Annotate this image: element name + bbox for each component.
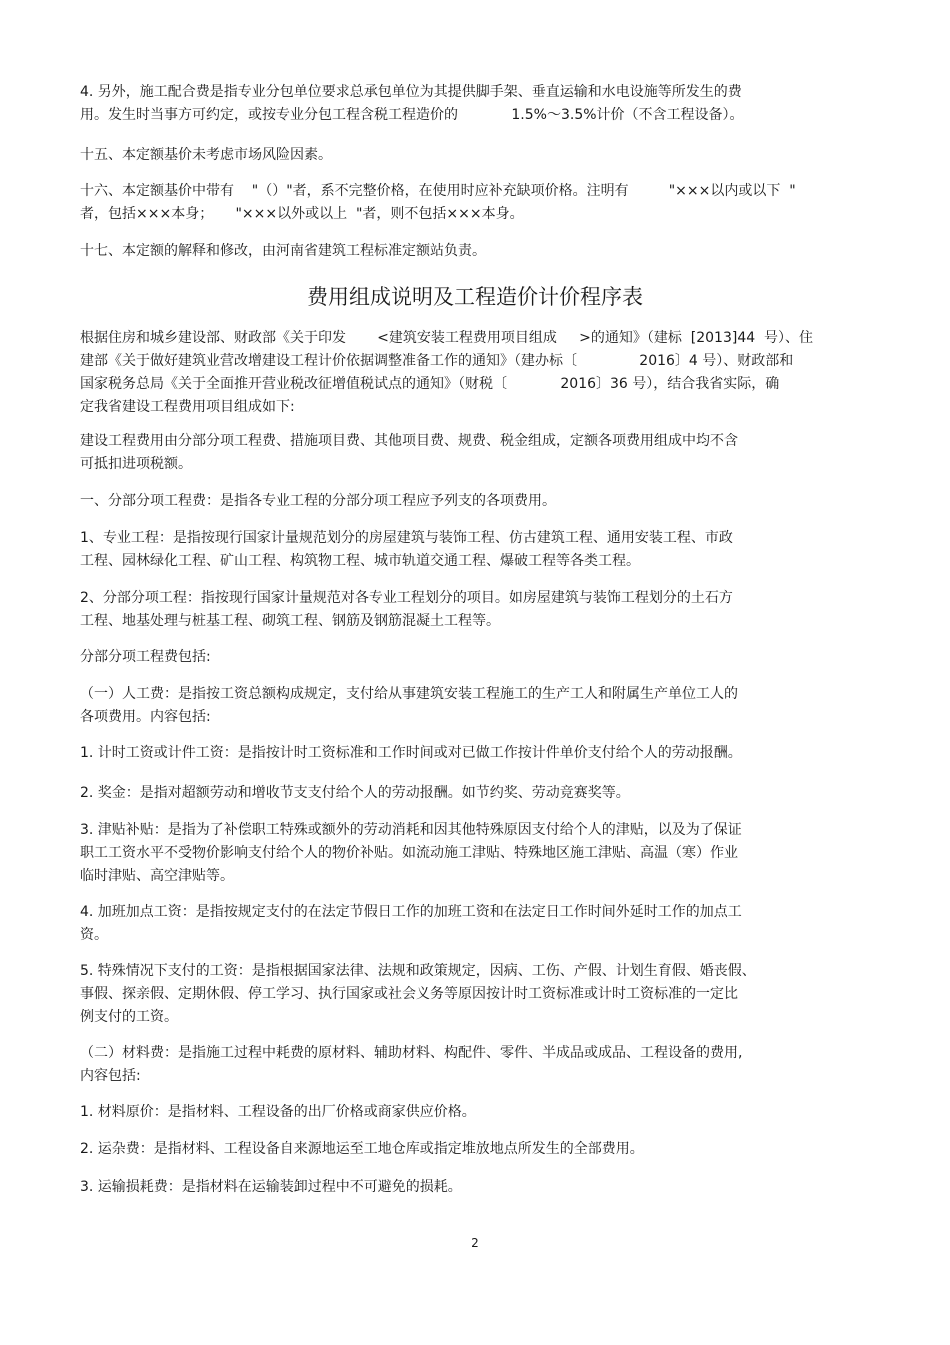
paragraph-material-price: 1. 材料原价：是指材料、工程设备的出厂价格或商家供应价格。 bbox=[80, 1104, 476, 1120]
paragraph-professional-engineering: 1、专业工程：是指按现行国家计量规范划分的房屋建筑与装饰工程、仿古建筑工程、通用安装工程、市政 工程、园林绿化工程、矿山工程、构筑物工程、城市轨道交通工程、爆破工程等各类工程。 bbox=[80, 530, 733, 569]
paragraph-item-17: 十七、本定额的解释和修改，由河南省建筑工程标准定额站负责。 bbox=[80, 243, 486, 259]
paragraph-bonus: 2. 奖金：是指对超额劳动和增收节支支付给个人的劳动报酬。如节约奖、劳动竞赛奖等。 bbox=[80, 785, 630, 801]
page-number: 2 bbox=[471, 1236, 479, 1250]
paragraph-special-wage: 5. 特殊情况下支付的工资：是指根据国家法律、法规和政策规定，因病、工伤、产假、计划生育假、婚丧假、 事假、探亲假、定期休假、停工学习、执行国家或社会义务等原因按计时工资标准或计时工资标准的一定比 例支付的工资。 bbox=[80, 963, 756, 1025]
paragraph-labor-cost: （一）人工费：是指按工资总额构成规定，支付给从事建筑安装工程施工的生产工人和附属生产单位工人的 各项费用。内容包括: bbox=[80, 686, 738, 725]
paragraph-material-cost: （二）材料费：是指施工过程中耗费的原材料、辅助材料、构配件、零件、半成品或成品、工程设备的费用, 内容包括: bbox=[80, 1045, 743, 1084]
section-title: 费用组成说明及工程造价计价程序表 bbox=[307, 285, 643, 309]
paragraph-item-15: 十五、本定额基价未考虑市场风险因素。 bbox=[80, 147, 332, 163]
paragraph-construction-coordination-fee: 4. 另外，施工配合费是指专业分包单位要求总承包单位为其提供脚手架、垂直运输和水电设施等所发生的费 用。发生时当事方可约定，或按专业分包工程含税工程造价的 1.5%～3.5%计价（不含工程设备）。 bbox=[80, 84, 744, 123]
paragraph-sub-item-engineering: 2、分部分项工程：指按现行国家计量规范对各专业工程划分的项目。如房屋建筑与装饰工程划分的土石方 工程、地基处理与桩基工程、砌筑工程、钢筋及钢筋混凝土工程等。 bbox=[80, 590, 733, 629]
paragraph-section-1: 一、分部分项工程费：是指各专业工程的分部分项工程应予列支的各项费用。 bbox=[80, 493, 556, 509]
paragraph-allowance: 3. 津贴补贴：是指为了补偿职工特殊或额外的劳动消耗和因其他特殊原因支付给个人的津贴，以及为了保证 职工工资水平不受物价影响支付给个人的物价补贴。如流动施工津贴、特殊地区施工津贴、高温（寒）作业 临时津贴、高空津贴等。 bbox=[80, 822, 742, 884]
paragraph-cost-composition: 建设工程费用由分部分项工程费、措施项目费、其他项目费、规费、税金组成，定额各项费用组成中均不含 可抵扣进项税额。 bbox=[80, 433, 738, 472]
paragraph-overtime-wage: 4. 加班加点工资：是指按规定支付的在法定节假日工作的加班工资和在法定日工作时间外延时工作的加点工 资。 bbox=[80, 904, 742, 943]
paragraph-time-piece-wage: 1. 计时工资或计件工资：是指按计时工资标准和工作时间或对已做工作按计件单价支付给个人的劳动报酬。 bbox=[80, 745, 742, 761]
paragraph-freight: 2. 运杂费：是指材料、工程设备自来源地运至工地仓库或指定堆放地点所发生的全部费用。 bbox=[80, 1141, 644, 1157]
paragraph-fee-includes: 分部分项工程费包括: bbox=[80, 649, 211, 665]
paragraph-item-16: 十六、本定额基价中带有 "（）"者，系不完整价格，在使用时应补充缺项价格。注明有 "×××以内或以下 " 者，包括×××本身； "×××以外或以上 "者，则不包括×××本身。 bbox=[80, 183, 796, 222]
paragraph-transport-loss: 3. 运输损耗费：是指材料在运输装卸过程中不可避免的损耗。 bbox=[80, 1179, 462, 1195]
paragraph-basis: 根据住房和城乡建设部、财政部《关于印发 <建筑安装工程费用项目组成 >的通知》（建标 [2013]44 号）、住 建部《关于做好建筑业营改增建设工程计价依据调整准备工作的通知》（建办标〔 2016〕4 号）、财政部和 国家税务总局《关于全面推开营业税改征增值税试点的通知》（财税〔 2016〕36 号），结合我省实际，确 定我省建设工程费用项目组成如下: bbox=[80, 330, 814, 415]
